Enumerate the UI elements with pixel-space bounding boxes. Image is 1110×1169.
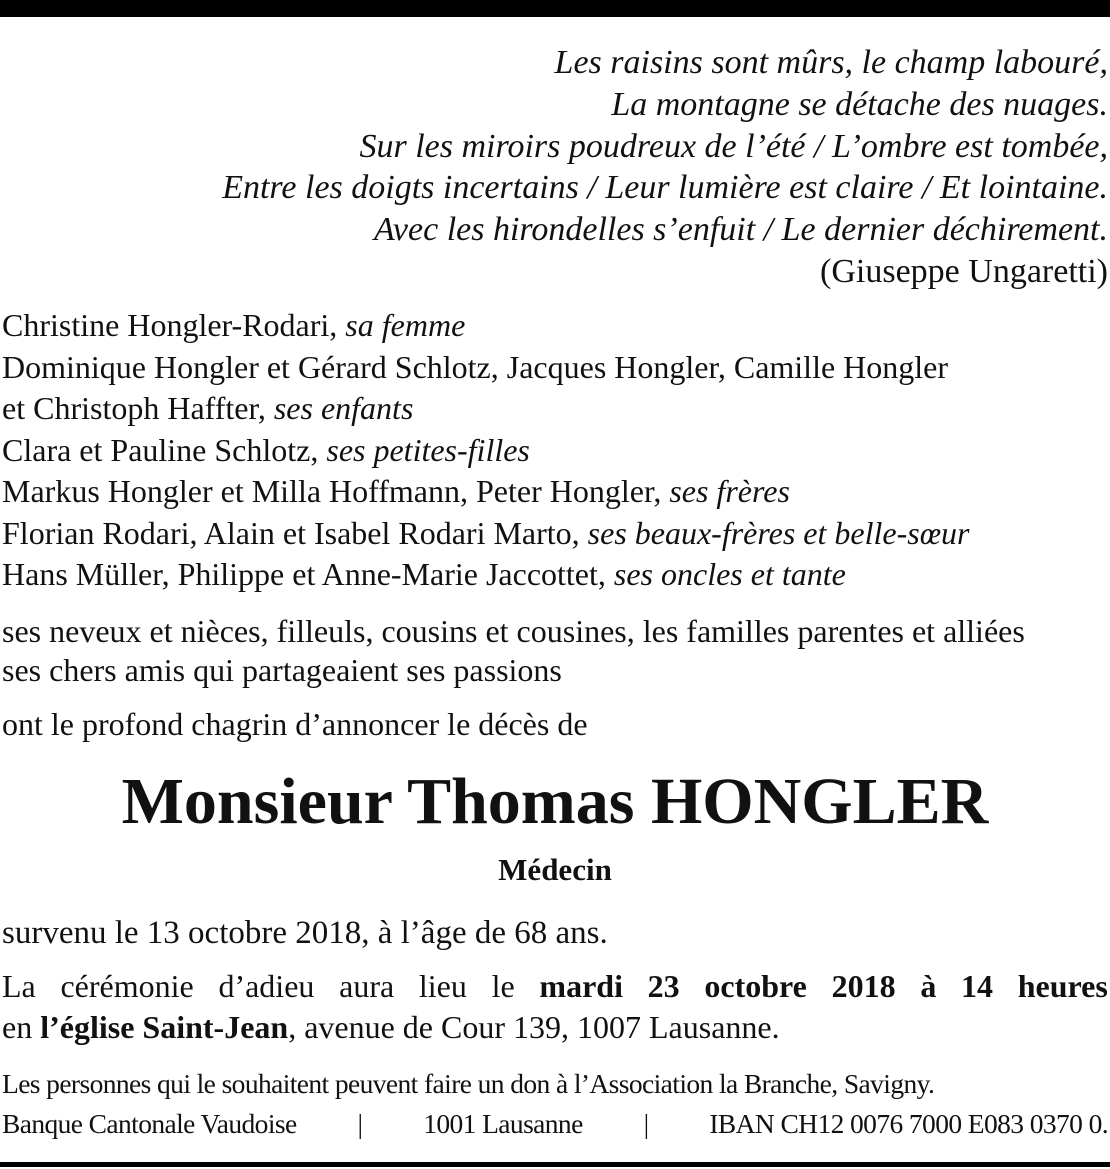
- brothers-relation: ses frères: [669, 473, 790, 509]
- announcement-text: ont le profond chagrin d’annoncer le décès de: [2, 706, 588, 742]
- ceremony-word: le: [491, 968, 515, 1004]
- ceremony-word: La: [2, 968, 36, 1004]
- donation-text: Les personnes qui le souhaitent peuvent faire un don à l’Association la Branche, Savigny.: [2, 1068, 935, 1099]
- poem-line: Les raisins sont mûrs, le champ labouré,: [554, 44, 1108, 81]
- inlaws-relation: ses beaux-frères et belle-sœur: [587, 514, 970, 551]
- ceremony-prefix: en: [2, 1009, 33, 1045]
- bank-separator: |: [357, 1108, 363, 1139]
- donation-info: [2, 1064, 1108, 1144]
- family-line-brothers: [2, 471, 969, 513]
- ceremony-word: lieu: [418, 968, 467, 1004]
- bank-name: Banque Cantonale Vaudoise: [2, 1108, 297, 1139]
- ceremony-date-word: 14: [961, 968, 994, 1004]
- extended-line: ses neveux et nièces, filleuls, cousins et cousines, les familles parentes et alliées: [2, 613, 1025, 649]
- family-line-grandchildren: [2, 430, 969, 472]
- ceremony-date-word: à: [920, 968, 937, 1004]
- ceremony-line: [2, 966, 1108, 1007]
- inlaws-names: Florian Rodari, Alain et Isabel Rodari Marto,: [2, 514, 580, 551]
- poem-line: Sur les miroirs poudreux de l’été / L’ombre est tombée,: [359, 127, 1108, 165]
- bottom-border-rule: [0, 1162, 1110, 1167]
- poem-attribution: (Giuseppe Ungaretti): [820, 252, 1108, 290]
- family-line-wife: [2, 305, 969, 347]
- grandchildren-relation: ses petites-filles: [326, 431, 530, 468]
- top-border-rule: [0, 0, 1110, 17]
- children-names: et Christoph Haffter,: [2, 390, 266, 426]
- ceremony-church: l’église Saint-Jean: [40, 1009, 289, 1045]
- ceremony-word: cérémonie: [60, 968, 194, 1004]
- ceremony-date-word: octobre: [704, 968, 807, 1004]
- ceremony-date-word: mardi: [539, 968, 623, 1004]
- poem-line: Entre les doigts incertains / Leur lumière est claire / Et lointaine.: [222, 169, 1108, 207]
- ceremony-date-word: 23: [647, 968, 680, 1004]
- deceased-profession: Médecin: [498, 852, 612, 887]
- family-line-inlaws: [2, 513, 969, 555]
- ceremony-info: [2, 966, 1108, 1048]
- children-relation: ses enfants: [273, 390, 414, 426]
- epigraph-poem: [222, 42, 1108, 293]
- uncles-names: Hans Müller, Philippe et Anne-Marie Jaccottet,: [2, 556, 606, 592]
- bank-iban: IBAN CH12 0076 7000 E083 0370 0.: [709, 1108, 1108, 1139]
- grandchildren-names: Clara et Pauline Schlotz,: [2, 431, 319, 468]
- bank-details: [2, 1104, 1108, 1144]
- poem-line: La montagne se détache des nuages.: [611, 85, 1108, 123]
- family-line-children: Dominique Hongler et Gérard Schlotz, Jacques Hongler, Camille Hongler: [2, 348, 949, 385]
- ceremony-address: , avenue de Cour 139, 1007 Lausanne.: [288, 1009, 780, 1045]
- family-list: [2, 305, 969, 596]
- ceremony-location-line: [2, 1007, 1108, 1048]
- ceremony-word: aura: [339, 968, 395, 1004]
- wife-name: Christine Hongler-Rodari,: [2, 307, 338, 343]
- bank-separator: |: [643, 1108, 649, 1139]
- family-line-uncles: [2, 554, 969, 596]
- death-info: survenu le 13 octobre 2018, à l’âge de 68 ans.: [2, 915, 608, 951]
- extended-line: ses chers amis qui partageaient ses passions: [2, 652, 562, 688]
- poem-line: Avec les hirondelles s’enfuit / Le dernier déchirement.: [374, 211, 1108, 249]
- ceremony-date-word: heures: [1017, 968, 1108, 1004]
- ceremony-word: d’adieu: [218, 968, 315, 1004]
- uncles-relation: ses oncles et tante: [613, 556, 846, 592]
- family-line-children-cont: [2, 388, 969, 430]
- brothers-names: Markus Hongler et Milla Hoffmann, Peter Hongler,: [2, 473, 662, 509]
- extended-family: [2, 612, 1025, 690]
- bank-city: 1001 Lausanne: [423, 1108, 583, 1139]
- ceremony-date-word: 2018: [831, 968, 896, 1004]
- wife-relation: sa femme: [345, 307, 466, 343]
- deceased-name: Monsieur Thomas HONGLER: [121, 765, 989, 838]
